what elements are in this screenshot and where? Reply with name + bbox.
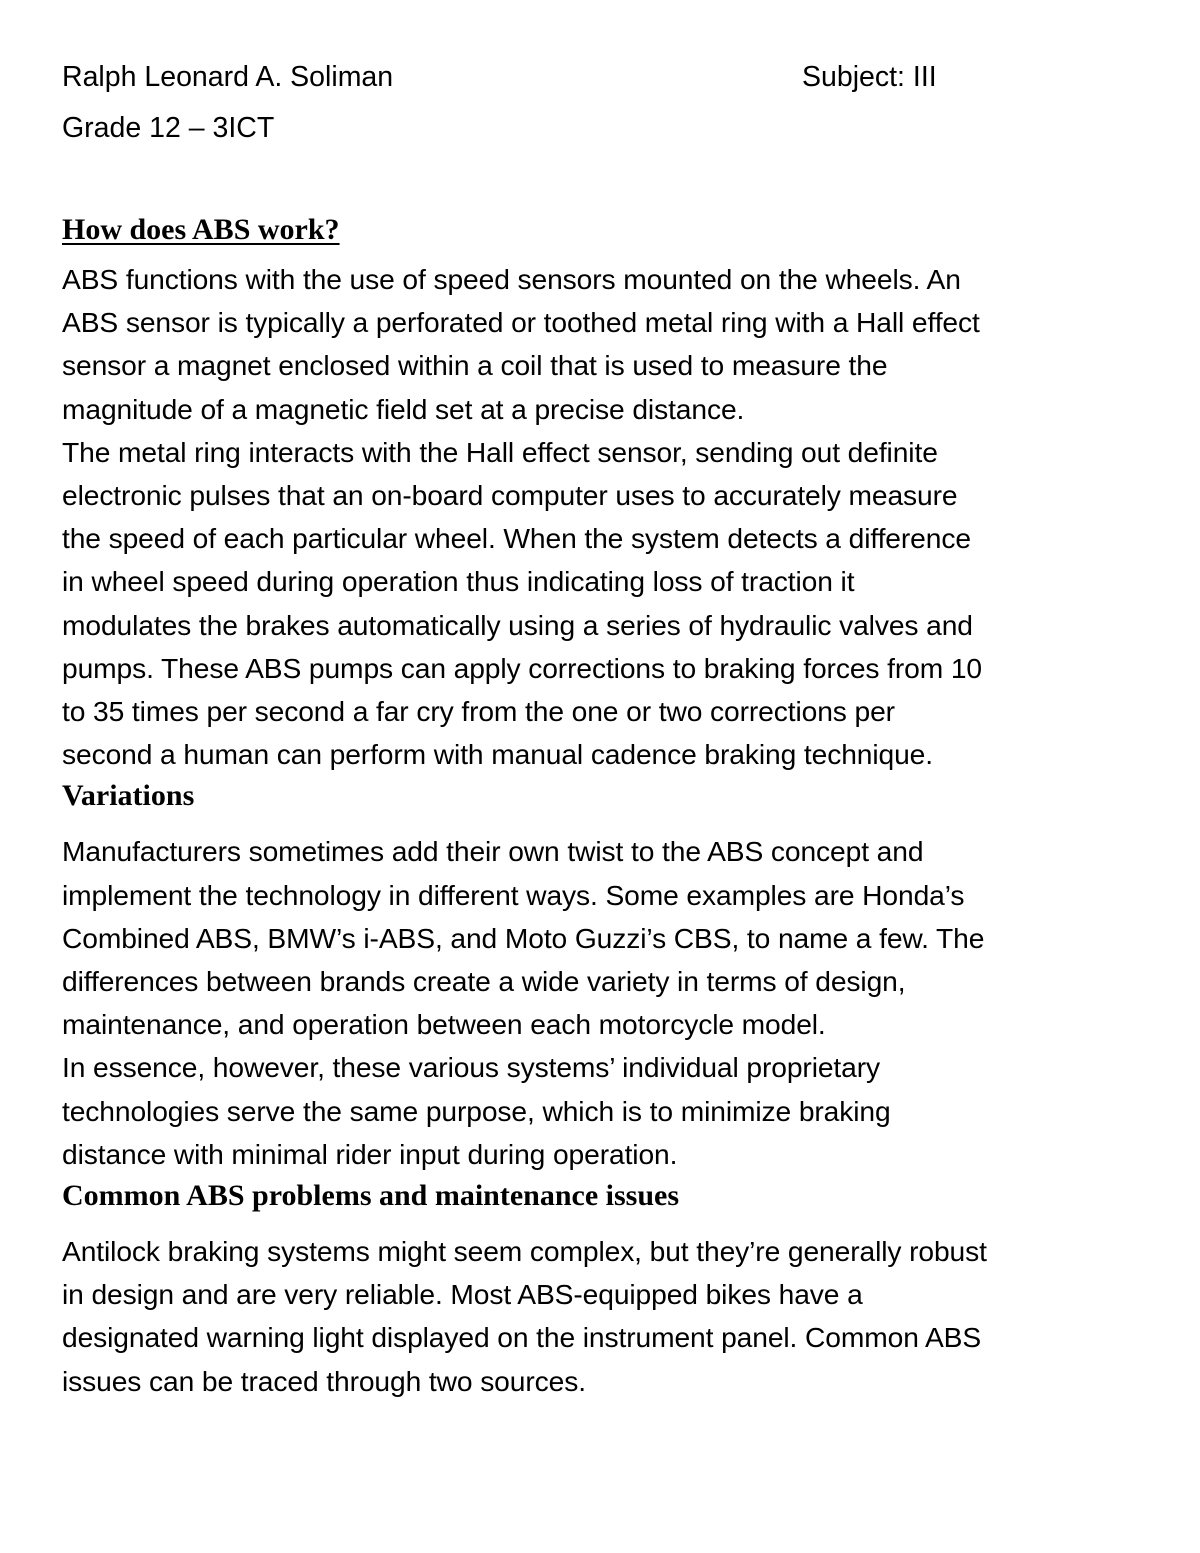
text-line: second a human can perform with manual cadence braking technique.: [62, 738, 933, 771]
student-name: Ralph Leonard A. Soliman: [62, 61, 394, 93]
text-line: modulates the brakes automatically using a series of hydraulic valves and: [62, 608, 973, 641]
header-row-name: [62, 52, 1152, 103]
text-line: designated warning light displayed on the instrument panel. Common ABS: [62, 1321, 982, 1354]
text-line: maintenance, and operation between each motorcycle model.: [62, 1008, 826, 1041]
paragraph-abs-sensors: [62, 258, 1152, 431]
heading-common-problems: Common ABS problems and maintenance issues: [62, 1179, 680, 1213]
document-page: [62, 52, 1152, 1403]
paragraph-variations-manufacturers: [62, 830, 1152, 1046]
text-line: sensor a magnet enclosed within a coil that is used to measure the: [62, 349, 888, 382]
text-line: The metal ring interacts with the Hall effect sensor, sending out definite: [62, 435, 938, 468]
text-line: magnitude of a magnetic field set at a precise distance.: [62, 392, 745, 425]
text-line: distance with minimal rider input during operation.: [62, 1137, 678, 1170]
text-line: Combined ABS, BMW’s i-ABS, and Moto Guzzi’s CBS, to name a few. The: [62, 921, 985, 954]
paragraph-abs-operation: [62, 431, 1152, 777]
heading-how-does-abs-work: How does ABS work?: [62, 213, 340, 246]
text-line: in wheel speed during operation thus indicating loss of traction it: [62, 565, 855, 598]
text-line: in design and are very reliable. Most ABS-equipped bikes have a: [62, 1278, 863, 1311]
text-line: differences between brands create a wide variety in terms of design,: [62, 965, 906, 998]
text-line: ABS functions with the use of speed sensors mounted on the wheels. An: [62, 263, 961, 295]
text-line: ABS sensor is typically a perforated or toothed metal ring with a Hall effect: [62, 306, 980, 339]
text-line: electronic pulses that an on-board computer uses to accurately measure: [62, 479, 958, 512]
heading-variations: Variations: [62, 779, 195, 813]
text-line: technologies serve the same purpose, which is to minimize braking: [62, 1094, 891, 1127]
text-line: Manufacturers sometimes add their own twist to the ABS concept and: [62, 835, 924, 868]
paragraph-variations-essence: [62, 1046, 1152, 1176]
text-line: issues can be traced through two sources.: [62, 1364, 586, 1397]
text-line: the speed of each particular wheel. When the system detects a difference: [62, 522, 971, 555]
grade-section: Grade 12 – 3ICT: [62, 112, 275, 144]
paragraph-common-problems: [62, 1230, 1152, 1403]
text-line: Antilock braking systems might seem complex, but they’re generally robust: [62, 1235, 987, 1268]
text-line: implement the technology in different ways. Some examples are Honda’s: [62, 878, 965, 911]
text-line: In essence, however, these various systems’ individual proprietary: [62, 1051, 881, 1084]
text-line: to 35 times per second a far cry from the one or two corrections per: [62, 695, 895, 728]
subject-label: Subject: III: [802, 61, 937, 93]
header-row-grade: [62, 103, 1152, 154]
text-line: pumps. These ABS pumps can apply corrections to braking forces from 10: [62, 651, 982, 684]
